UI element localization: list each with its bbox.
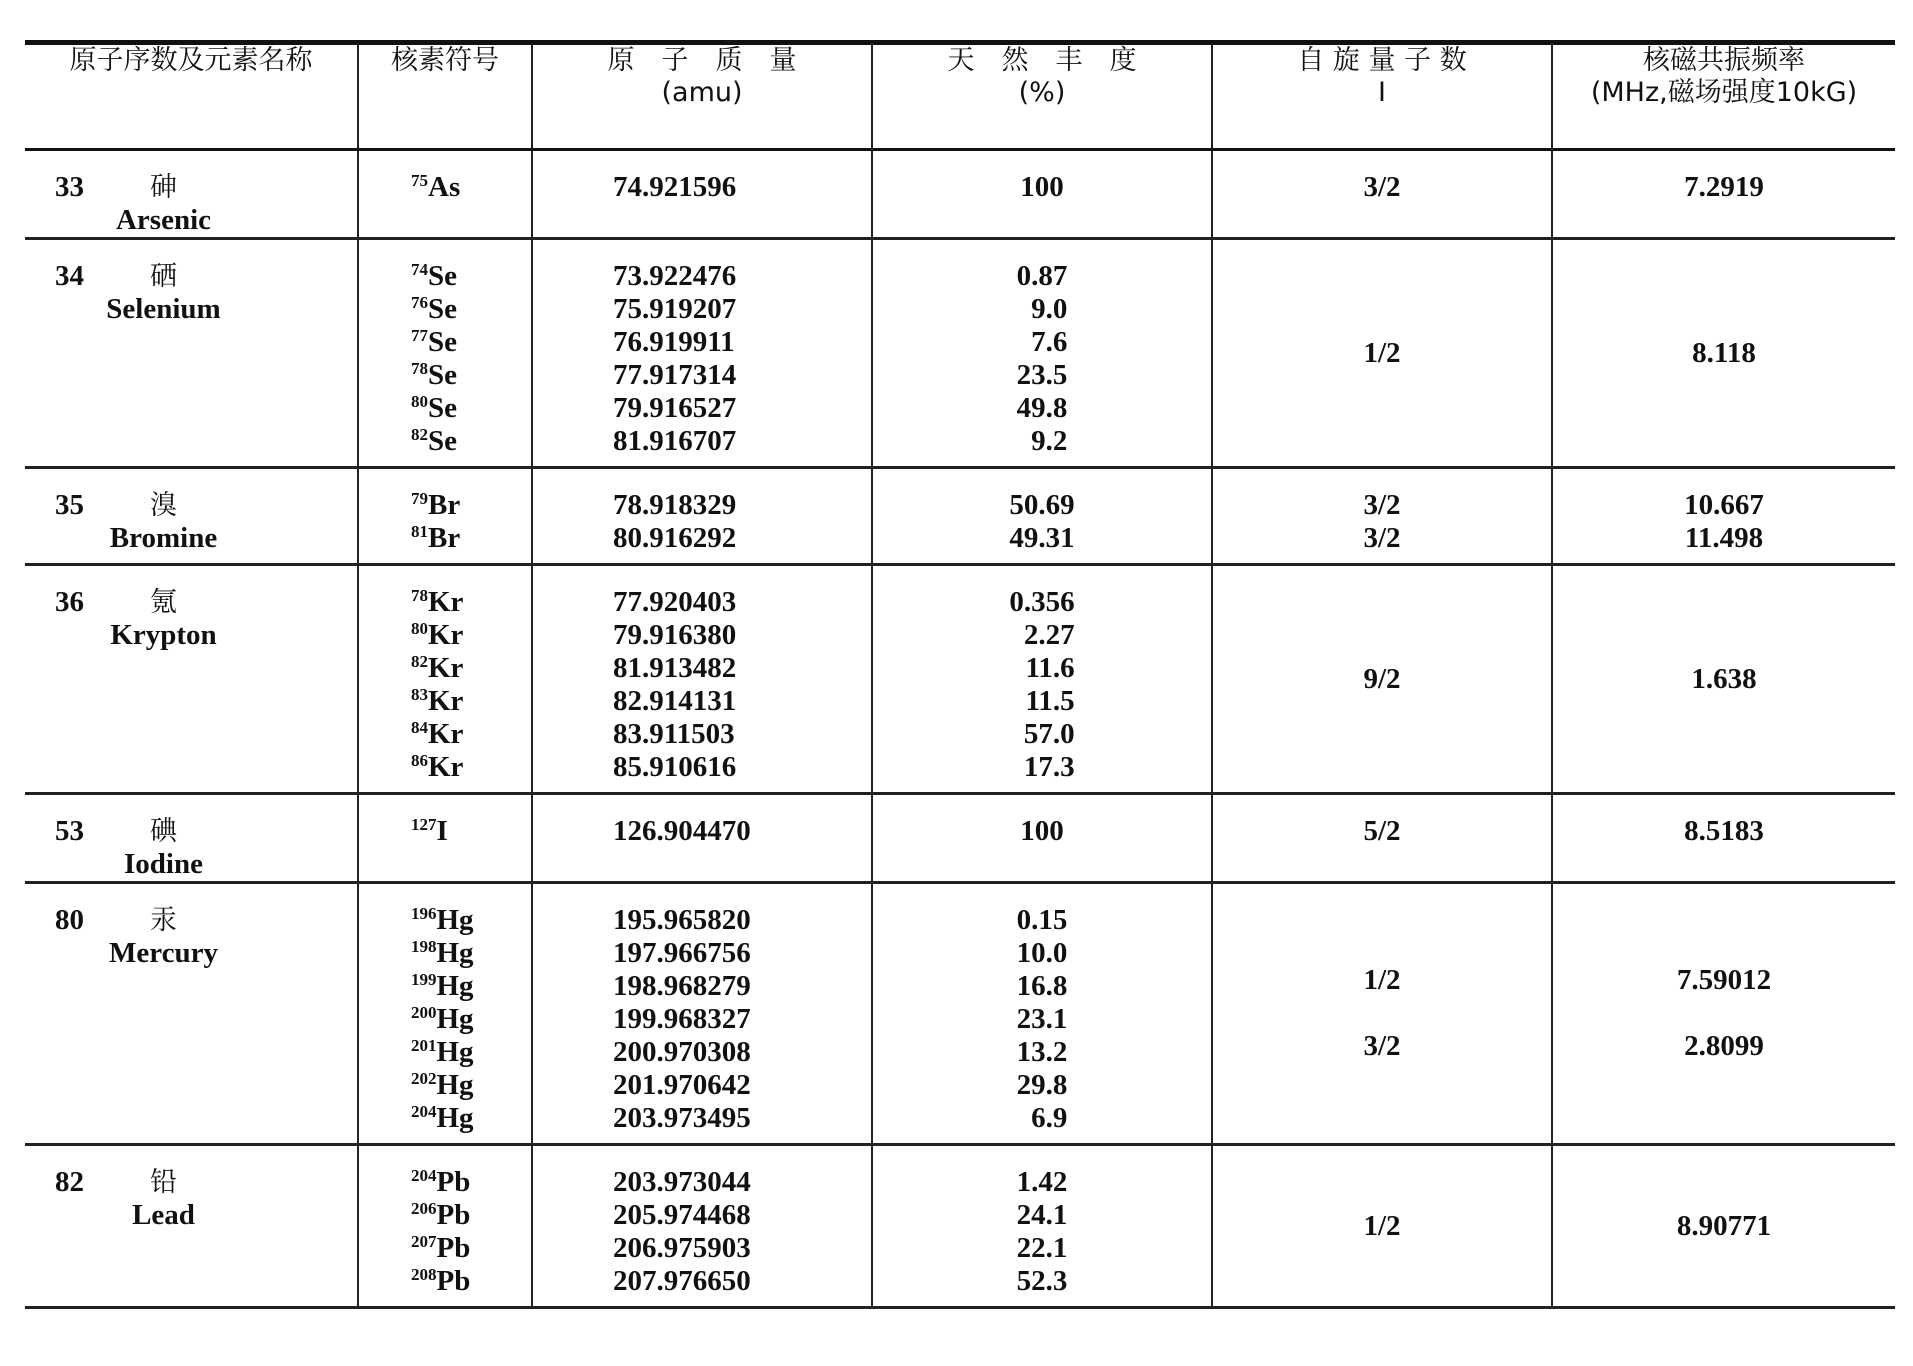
nuclide-symbol: [411, 652, 531, 685]
nuclide-symbol-cell: [358, 794, 532, 883]
nmr-frequency: 2.8099: [1684, 1030, 1764, 1062]
atomic-number: 82: [55, 1166, 84, 1198]
element-symbol: Se: [428, 425, 457, 457]
element-name-en: Arsenic: [115, 204, 212, 236]
element-name-en: Iodine: [124, 848, 203, 880]
natural-abundance: 9.2: [1031, 425, 1068, 457]
atomic-mass: 207.976650: [613, 1265, 751, 1297]
spin-cell: [1212, 565, 1552, 794]
table-body: [25, 150, 1895, 1308]
element-label: [25, 489, 357, 555]
element-label: [25, 1166, 357, 1232]
nuclide-symbol: [411, 619, 531, 652]
abundance-list: [1020, 815, 1064, 848]
column-header: [1552, 43, 1895, 150]
column-header-line: 原 子 质 量: [607, 45, 797, 76]
nmr-frequency: 11.498: [1684, 522, 1764, 554]
element-name-en: Krypton: [110, 619, 217, 651]
element-cell: [25, 883, 358, 1145]
nuclide-symbol: [411, 1003, 531, 1036]
spin-cell: [1212, 794, 1552, 883]
mass-number: 86: [411, 751, 428, 770]
nuclide-symbol: [411, 489, 531, 522]
nuclide-symbol: [411, 392, 531, 425]
nuclide-symbol: [411, 685, 531, 718]
element-symbol: Hg: [436, 970, 474, 1002]
column-header-line: 核素符号: [391, 45, 499, 76]
natural-abundance: 11.5: [1025, 685, 1075, 717]
spacer: [1553, 997, 1895, 1030]
mass-number: 81: [411, 522, 428, 541]
spin-cell: [1212, 468, 1552, 565]
element-symbol: Pb: [436, 1265, 471, 1297]
atomic-mass-cell: [532, 883, 872, 1145]
element-symbol: Pb: [436, 1232, 471, 1264]
natural-abundance: 23.5: [1016, 359, 1068, 391]
mass-number: 80: [411, 619, 428, 638]
nmr-frequency-cell: [1552, 883, 1895, 1145]
isotope-table: [25, 40, 1895, 1309]
element-cell: [25, 565, 358, 794]
element-name-cn: 氪: [150, 587, 177, 618]
atomic-mass: 198.968279: [613, 970, 751, 1002]
natural-abundance-cell: [872, 883, 1212, 1145]
nuclide-symbol: [411, 1199, 531, 1232]
atomic-mass: 203.973044: [613, 1166, 751, 1198]
natural-abundance: 52.3: [1016, 1265, 1068, 1297]
atomic-mass: 81.913482: [613, 652, 737, 684]
spin-cell: [1212, 1145, 1552, 1308]
table-row: [25, 1145, 1895, 1308]
element-label: [25, 586, 357, 652]
natural-abundance-cell: [872, 239, 1212, 468]
nuclide-symbol: [411, 425, 531, 458]
nuclide-symbol: [411, 326, 531, 359]
natural-abundance: 17.3: [1023, 751, 1075, 783]
mass-number: 204: [411, 1102, 437, 1121]
natural-abundance: 2.27: [1023, 619, 1075, 651]
mass-number: 84: [411, 718, 428, 737]
spin-quantum-number: 3/2: [1363, 489, 1401, 521]
column-header: [25, 43, 358, 150]
element-label: [25, 260, 357, 326]
mass-number: 82: [411, 652, 428, 671]
element-symbol: Kr: [428, 751, 464, 783]
element-symbol: Hg: [436, 1036, 474, 1068]
mass-number: 82: [411, 425, 428, 444]
natural-abundance: 0.15: [1016, 904, 1068, 936]
atomic-mass: 73.922476: [613, 260, 737, 292]
element-label: [25, 815, 357, 881]
nuclide-symbol: [411, 937, 531, 970]
element-name-cn: 砷: [150, 172, 177, 203]
element-name-en: Mercury: [109, 937, 218, 969]
element-name-cn: 碘: [150, 816, 177, 847]
element-name-cn: 溴: [150, 490, 177, 521]
mass-number: 202: [411, 1069, 437, 1088]
nmr-frequency: 8.90771: [1676, 1209, 1772, 1242]
natural-abundance-cell: [872, 794, 1212, 883]
natural-abundance: 50.69: [1009, 489, 1075, 521]
nuclide-symbol: [411, 586, 531, 619]
element-symbol: Hg: [436, 1102, 474, 1134]
table-row: [25, 794, 1895, 883]
natural-abundance: 13.2: [1016, 1036, 1068, 1068]
atomic-mass: 201.970642: [613, 1069, 751, 1101]
atomic-mass: 76.919911: [613, 326, 735, 358]
table-row: [25, 565, 1895, 794]
spin-quantum-number: 1/2: [1363, 336, 1401, 369]
mass-number: 204: [411, 1166, 437, 1185]
atomic-mass: 197.966756: [613, 937, 751, 969]
nuclide-symbol: [411, 1102, 531, 1135]
table-row: [25, 468, 1895, 565]
nmr-frequency-cell: [1552, 239, 1895, 468]
element-symbol: Kr: [428, 586, 464, 618]
spin-quantum-number: 3/2: [1363, 522, 1401, 554]
atomic-mass: 195.965820: [613, 904, 751, 936]
atomic-mass: 80.916292: [613, 522, 737, 554]
element-symbol: Se: [428, 260, 457, 292]
element-name-en: Lead: [132, 1199, 195, 1231]
column-header-line: (%): [1018, 77, 1066, 108]
abundance-list: [1020, 171, 1064, 204]
natural-abundance: 0.356: [1009, 586, 1075, 618]
nmr-frequency: 7.2919: [1684, 171, 1764, 203]
natural-abundance: 11.6: [1025, 652, 1075, 684]
nmr-frequency-cell: [1552, 565, 1895, 794]
atomic-number: 80: [55, 904, 84, 936]
mass-number: 201: [411, 1036, 437, 1055]
atomic-mass: 126.904470: [613, 815, 751, 847]
element-name-cn: 硒: [150, 261, 177, 292]
atomic-mass: 77.917314: [613, 359, 737, 391]
nuclide-symbol: [411, 1232, 531, 1265]
element-symbol: As: [428, 171, 461, 203]
atomic-mass: 78.918329: [613, 489, 737, 521]
nuclide-symbol-cell: [358, 1145, 532, 1308]
mass-number: 83: [411, 685, 428, 704]
nuclide-symbol: [411, 359, 531, 392]
column-header-line: I: [1378, 77, 1386, 108]
natural-abundance: 9.0: [1031, 293, 1068, 325]
element-symbol: Se: [428, 392, 457, 424]
atomic-number: 35: [55, 489, 84, 521]
spin-quantum-number: 1/2: [1363, 1209, 1401, 1242]
mass-number: 77: [411, 326, 428, 345]
atomic-mass: 206.975903: [613, 1232, 751, 1264]
natural-abundance: 23.1: [1016, 1003, 1068, 1035]
natural-abundance: 100: [1020, 171, 1064, 203]
natural-abundance: 57.0: [1023, 718, 1075, 750]
column-header: [358, 43, 532, 150]
mass-number: 80: [411, 392, 428, 411]
nuclide-symbol-cell: [358, 883, 532, 1145]
element-symbol: Br: [428, 522, 461, 554]
atomic-mass: 79.916527: [613, 392, 737, 424]
element-cell: [25, 794, 358, 883]
element-name-cn: 铅: [150, 1167, 177, 1198]
header-row: [25, 43, 1895, 150]
mass-number: 200: [411, 1003, 437, 1022]
atomic-mass-cell: [532, 239, 872, 468]
natural-abundance: 6.9: [1031, 1102, 1068, 1134]
natural-abundance: 10.0: [1016, 937, 1068, 969]
element-name-cn: 汞: [150, 905, 177, 936]
nuclide-symbol: [411, 171, 531, 204]
nmr-frequency-cell: [1552, 794, 1895, 883]
column-header-line: 原子序数及元素名称: [69, 45, 313, 76]
atomic-mass-cell: [532, 565, 872, 794]
atomic-mass: 83.911503: [613, 718, 735, 750]
element-symbol: Kr: [428, 718, 464, 750]
abundance-list: [1009, 586, 1074, 784]
element-name-en: Selenium: [106, 293, 221, 325]
element-label: [25, 171, 357, 237]
element-symbol: Kr: [428, 619, 464, 651]
column-header: [532, 43, 872, 150]
nuclide-symbol: [411, 293, 531, 326]
natural-abundance-cell: [872, 150, 1212, 239]
element-symbol: Pb: [436, 1166, 471, 1198]
table-row: [25, 239, 1895, 468]
atomic-mass: 77.920403: [613, 586, 737, 618]
atomic-mass: 203.973495: [613, 1102, 751, 1134]
atomic-number: 33: [55, 171, 84, 203]
atomic-mass: 75.919207: [613, 293, 737, 325]
element-symbol: I: [436, 815, 448, 847]
natural-abundance: 49.31: [1009, 522, 1075, 554]
spin-quantum-number: 3/2: [1363, 171, 1401, 203]
nmr-frequency: 10.667: [1684, 489, 1764, 521]
mass-number: 75: [411, 171, 428, 190]
natural-abundance: 22.1: [1016, 1232, 1068, 1264]
nuclide-symbol: [411, 751, 531, 784]
atomic-mass: 205.974468: [613, 1199, 751, 1231]
element-symbol: Pb: [436, 1199, 471, 1231]
atomic-mass: 79.916380: [613, 619, 737, 651]
element-symbol: Br: [428, 489, 461, 521]
natural-abundance: 100: [1020, 815, 1064, 847]
column-header: [1212, 43, 1552, 150]
nuclide-symbol: [411, 522, 531, 555]
mass-number: 196: [411, 904, 437, 923]
nuclide-symbol: [411, 904, 531, 937]
atomic-mass: 199.968327: [613, 1003, 751, 1035]
nmr-frequency: 8.5183: [1684, 815, 1764, 847]
mass-number: 198: [411, 937, 437, 956]
element-symbol: Hg: [436, 937, 474, 969]
nuclide-symbol: [411, 970, 531, 1003]
spin-cell: [1212, 239, 1552, 468]
column-header-line: 自 旋 量 子 数: [1297, 45, 1467, 76]
atomic-mass: 82.914131: [613, 685, 737, 717]
natural-abundance: 29.8: [1016, 1069, 1068, 1101]
nuclide-symbol-cell: [358, 239, 532, 468]
element-symbol: Se: [428, 359, 457, 391]
atomic-number: 53: [55, 815, 84, 847]
column-header-line: (MHz,磁场强度10kG): [1590, 77, 1858, 108]
nuclide-symbol: [411, 1166, 531, 1199]
natural-abundance-cell: [872, 565, 1212, 794]
natural-abundance: 1.42: [1016, 1166, 1068, 1198]
atomic-mass-cell: [532, 468, 872, 565]
element-cell: [25, 468, 358, 565]
natural-abundance: 0.87: [1016, 260, 1068, 292]
natural-abundance: 49.8: [1016, 392, 1068, 424]
column-header-line: 核磁共振频率: [1643, 45, 1805, 76]
natural-abundance: 24.1: [1016, 1199, 1068, 1231]
mass-number: 199: [411, 970, 437, 989]
nuclide-symbol: [411, 1069, 531, 1102]
nuclide-symbol: [411, 1036, 531, 1069]
table-row: [25, 150, 1895, 239]
natural-abundance: 7.6: [1031, 326, 1068, 358]
element-symbol: Se: [428, 326, 457, 358]
nmr-frequency: 1.638: [1691, 662, 1757, 695]
mass-number: 127: [411, 815, 437, 834]
spin-cell: [1212, 150, 1552, 239]
atomic-mass: 85.910616: [613, 751, 737, 783]
nmr-frequency: 7.59012: [1676, 964, 1772, 996]
spin-quantum-number: 1/2: [1363, 964, 1401, 996]
column-header: [872, 43, 1212, 150]
element-symbol: Kr: [428, 652, 464, 684]
element-label: [25, 904, 357, 970]
column-header-line: 天 然 丰 度: [947, 45, 1137, 76]
abundance-list: [1017, 904, 1068, 1135]
column-header-line: (amu): [661, 77, 743, 108]
nmr-frequency: 8.118: [1692, 336, 1756, 369]
abundance-list: [1017, 1166, 1068, 1298]
nmr-frequency-cell: [1552, 468, 1895, 565]
element-symbol: Hg: [436, 1003, 474, 1035]
mass-number: 74: [411, 260, 428, 279]
table-header: [25, 43, 1895, 150]
mass-number: 207: [411, 1232, 437, 1251]
atomic-mass-cell: [532, 794, 872, 883]
spin-quantum-number: 9/2: [1363, 662, 1401, 695]
natural-abundance: 16.8: [1016, 970, 1068, 1002]
nuclide-symbol: [411, 718, 531, 751]
atomic-mass: 81.916707: [613, 425, 737, 457]
element-cell: [25, 150, 358, 239]
spacer: [1213, 997, 1551, 1030]
mass-number: 206: [411, 1199, 437, 1218]
nmr-frequency-cell: [1552, 1145, 1895, 1308]
nuclide-symbol-cell: [358, 150, 532, 239]
spin-quantum-number: 3/2: [1363, 1030, 1401, 1062]
spin-cell: [1212, 883, 1552, 1145]
atomic-mass-cell: [532, 150, 872, 239]
atomic-number: 36: [55, 586, 84, 618]
atomic-number: 34: [55, 260, 84, 292]
nuclide-symbol: [411, 815, 531, 848]
table-row: [25, 883, 1895, 1145]
nuclide-symbol: [411, 260, 531, 293]
atomic-mass-cell: [532, 1145, 872, 1308]
nuclide-symbol-cell: [358, 565, 532, 794]
nmr-frequency-cell: [1552, 150, 1895, 239]
element-symbol: Hg: [436, 904, 474, 936]
element-symbol: Kr: [428, 685, 464, 717]
element-symbol: Hg: [436, 1069, 474, 1101]
mass-number: 76: [411, 293, 428, 312]
mass-number: 78: [411, 586, 428, 605]
element-name-en: Bromine: [109, 522, 218, 554]
element-symbol: Se: [428, 293, 457, 325]
spin-quantum-number: 5/2: [1363, 815, 1401, 847]
element-cell: [25, 239, 358, 468]
element-cell: [25, 1145, 358, 1308]
mass-number: 208: [411, 1265, 437, 1284]
nuclide-symbol-cell: [358, 468, 532, 565]
mass-number: 78: [411, 359, 428, 378]
atomic-mass: 200.970308: [613, 1036, 751, 1068]
abundance-list: [1017, 260, 1068, 458]
natural-abundance-cell: [872, 1145, 1212, 1308]
nuclide-symbol: [411, 1265, 531, 1298]
atomic-mass: 74.921596: [613, 171, 737, 203]
mass-number: 79: [411, 489, 428, 508]
abundance-list: [1009, 489, 1074, 555]
natural-abundance-cell: [872, 468, 1212, 565]
